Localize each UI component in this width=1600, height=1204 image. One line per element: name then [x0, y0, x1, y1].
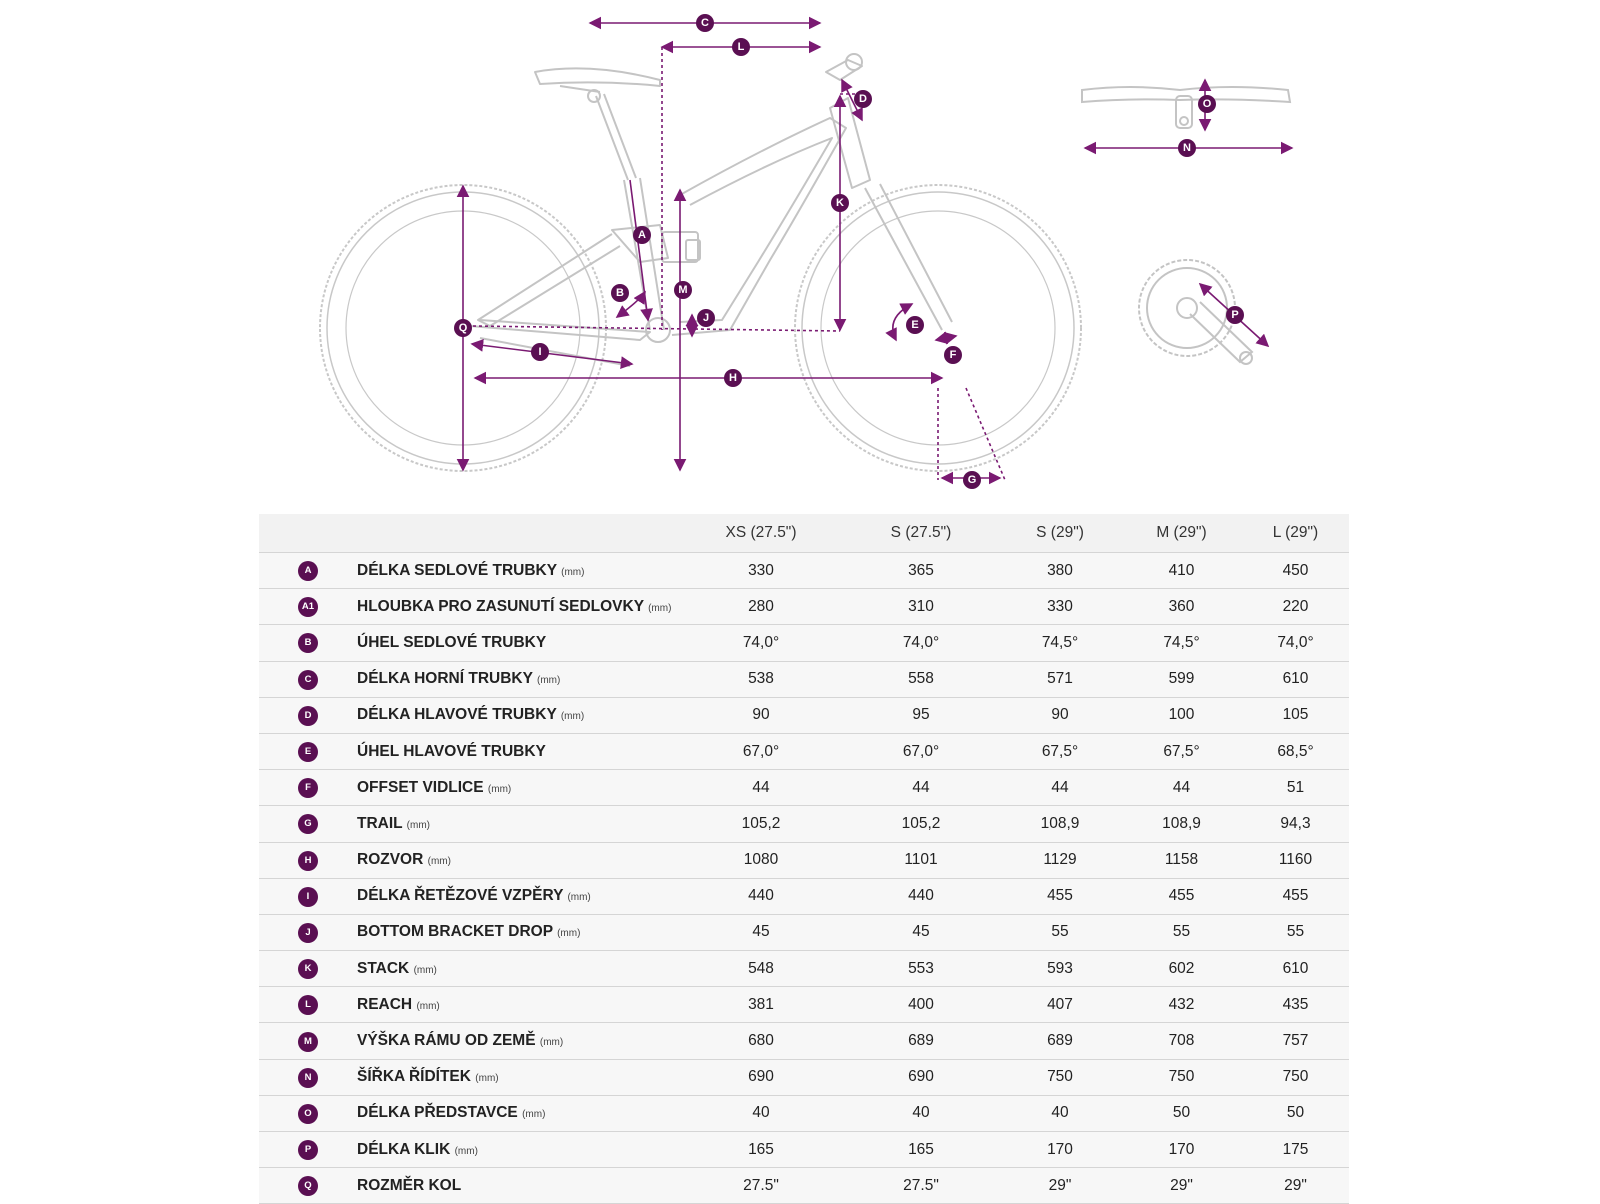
row-value-cell: 74,0°: [843, 625, 999, 661]
row-value-cell: 55: [999, 914, 1121, 950]
svg-text:I: I: [538, 346, 542, 358]
row-label-cell: [357, 1132, 679, 1168]
row-value-cell: 165: [843, 1132, 999, 1168]
row-badge-cell: [259, 661, 357, 697]
row-unit: (mm): [536, 675, 561, 687]
row-value-cell: 55: [1242, 914, 1349, 950]
row-value-cell: 1101: [843, 842, 999, 878]
row-label-cell: [357, 914, 679, 950]
row-label: BOTTOM BRACKET DROP: [357, 923, 553, 941]
svg-text:O: O: [1202, 98, 1212, 110]
row-unit: (mm): [416, 1000, 440, 1012]
row-value-cell: 90: [679, 697, 843, 733]
table-row: [259, 625, 1349, 661]
row-value-cell: 100: [1121, 697, 1242, 733]
row-label: DÉLKA KLIK: [357, 1140, 451, 1158]
row-value-cell: 381: [679, 987, 843, 1023]
marker-g: [963, 471, 981, 489]
geometry-table: [259, 514, 1349, 1204]
row-unit: (mm): [406, 819, 430, 831]
row-badge-cell: [259, 842, 357, 878]
svg-text:H: H: [729, 372, 737, 384]
row-label: DÉLKA SEDLOVÉ TRUBKY: [357, 561, 557, 579]
row-label: TRAIL: [357, 814, 403, 832]
row-code-badge: J: [298, 923, 318, 943]
row-unit: (mm): [648, 602, 672, 614]
row-code-badge: F: [298, 778, 318, 798]
row-value-cell: 599: [1121, 661, 1242, 697]
row-label: ÚHEL HLAVOVÉ TRUBKY: [357, 742, 546, 760]
table-header-row: [259, 514, 1349, 553]
marker-k: [831, 194, 849, 212]
header-size-s-27-5: S (27.5"): [843, 514, 999, 553]
row-value-cell: 689: [999, 1023, 1121, 1059]
row-code-badge: B: [298, 633, 318, 653]
row-label: ÚHEL SEDLOVÉ TRUBKY: [357, 633, 547, 651]
row-value-cell: 67,5°: [1121, 733, 1242, 769]
row-badge-cell: [259, 770, 357, 806]
svg-text:F: F: [949, 349, 957, 361]
header-size-l-29: L (29"): [1242, 514, 1349, 553]
row-value-cell: 50: [1242, 1095, 1349, 1131]
svg-text:G: G: [967, 474, 977, 486]
marker-h: [724, 369, 742, 387]
table-row: [259, 914, 1349, 950]
row-value-cell: 689: [843, 1023, 999, 1059]
row-value-cell: 310: [843, 589, 999, 625]
row-value-cell: 455: [1121, 878, 1242, 914]
row-label-cell: [357, 842, 679, 878]
row-value-cell: 1160: [1242, 842, 1349, 878]
row-value-cell: 108,9: [1121, 806, 1242, 842]
row-label: DÉLKA ŘETĚZOVÉ VZPĚRY: [357, 887, 564, 905]
row-label: DÉLKA PŘEDSTAVCE: [357, 1104, 518, 1122]
row-value-cell: 432: [1121, 987, 1242, 1023]
svg-text:C: C: [701, 17, 709, 29]
row-value-cell: 67,0°: [679, 733, 843, 769]
row-badge-cell: [259, 589, 357, 625]
table-row: [259, 589, 1349, 625]
table-row: [259, 1095, 1349, 1131]
row-badge-cell: [259, 951, 357, 987]
row-badge-cell: [259, 1168, 357, 1204]
row-label: STACK: [357, 959, 410, 977]
row-value-cell: 90: [999, 697, 1121, 733]
row-value-cell: 74,0°: [1242, 625, 1349, 661]
row-unit: (mm): [487, 783, 512, 795]
row-label-cell: [357, 625, 679, 661]
row-code-badge: A1: [298, 597, 318, 617]
table-row: [259, 697, 1349, 733]
marker-a: [633, 226, 651, 244]
row-value-cell: 29": [1121, 1168, 1242, 1204]
row-value-cell: 365: [843, 553, 999, 589]
marker-p: [1226, 306, 1244, 324]
table-row: [259, 842, 1349, 878]
row-unit: (mm): [539, 1037, 564, 1049]
marker-e: [906, 316, 924, 334]
row-value-cell: 1129: [999, 842, 1121, 878]
row-value-cell: 44: [843, 770, 999, 806]
header-size-m-29: M (29"): [1121, 514, 1242, 553]
table-row: [259, 1168, 1349, 1204]
table-row: [259, 1023, 1349, 1059]
row-label-cell: [357, 806, 679, 842]
row-code-badge: C: [298, 670, 318, 690]
row-unit: (mm): [567, 892, 591, 904]
header-size-s-29: S (29"): [999, 514, 1121, 553]
row-value-cell: 548: [679, 951, 843, 987]
row-code-badge: Q: [298, 1176, 318, 1196]
row-value-cell: 44: [679, 770, 843, 806]
row-badge-cell: [259, 697, 357, 733]
svg-text:E: E: [911, 319, 919, 331]
table-row: [259, 951, 1349, 987]
row-value-cell: 708: [1121, 1023, 1242, 1059]
row-value-cell: 170: [999, 1132, 1121, 1168]
row-code-badge: H: [298, 851, 318, 871]
marker-n: [1178, 139, 1196, 157]
bike-geometry-diagram: [0, 0, 1600, 500]
row-value-cell: 1158: [1121, 842, 1242, 878]
row-label: ŠÍŘKA ŘÍDÍTEK: [357, 1068, 471, 1086]
front-wheel: [795, 185, 1081, 471]
row-value-cell: 750: [1121, 1059, 1242, 1095]
row-badge-cell: [259, 1023, 357, 1059]
table-row: [259, 1132, 1349, 1168]
header-size-xs-27-5: XS (27.5"): [679, 514, 843, 553]
row-label-cell: [357, 1168, 679, 1204]
row-value-cell: 558: [843, 661, 999, 697]
row-value-cell: 602: [1121, 951, 1242, 987]
row-value-cell: 51: [1242, 770, 1349, 806]
row-value-cell: 44: [1121, 770, 1242, 806]
row-badge-cell: [259, 914, 357, 950]
row-code-badge: D: [298, 706, 318, 726]
svg-text:P: P: [1231, 309, 1239, 321]
row-value-cell: 95: [843, 697, 999, 733]
row-value-cell: 440: [679, 878, 843, 914]
row-value-cell: 690: [843, 1059, 999, 1095]
row-value-cell: 68,5°: [1242, 733, 1349, 769]
row-value-cell: 105,2: [843, 806, 999, 842]
row-value-cell: 553: [843, 951, 999, 987]
row-badge-cell: [259, 806, 357, 842]
row-code-badge: L: [298, 995, 318, 1015]
row-label: VÝŠKA RÁMU OD ZEMĚ: [357, 1032, 536, 1050]
marker-j: [697, 309, 715, 327]
row-label-cell: [357, 697, 679, 733]
row-badge-cell: [259, 987, 357, 1023]
marker-m: [674, 281, 692, 299]
row-label: DÉLKA HLAVOVÉ TRUBKY: [357, 706, 557, 724]
row-label-cell: [357, 1095, 679, 1131]
marker-f: [944, 346, 962, 364]
row-value-cell: 105: [1242, 697, 1349, 733]
row-value-cell: 571: [999, 661, 1121, 697]
row-code-badge: K: [298, 959, 318, 979]
marker-i: [531, 343, 549, 361]
marker-o: [1198, 95, 1216, 113]
table-row: [259, 987, 1349, 1023]
table-row: [259, 878, 1349, 914]
row-unit: (mm): [557, 928, 581, 940]
row-value-cell: 750: [1242, 1059, 1349, 1095]
row-unit: (mm): [413, 964, 437, 976]
row-value-cell: 27.5": [679, 1168, 843, 1204]
row-value-cell: 435: [1242, 987, 1349, 1023]
row-value-cell: 175: [1242, 1132, 1349, 1168]
row-value-cell: 67,0°: [843, 733, 999, 769]
table-row: [259, 553, 1349, 589]
row-value-cell: 40: [999, 1095, 1121, 1131]
row-value-cell: 440: [843, 878, 999, 914]
row-label: DÉLKA HORNÍ TRUBKY: [357, 670, 533, 688]
row-badge-cell: [259, 625, 357, 661]
row-label-cell: [357, 1023, 679, 1059]
row-value-cell: 105,2: [679, 806, 843, 842]
row-code-badge: G: [298, 814, 318, 834]
row-label-cell: [357, 553, 679, 589]
row-label: HLOUBKA PRO ZASUNUTÍ SEDLOVKY: [357, 597, 644, 615]
row-label-cell: [357, 987, 679, 1023]
row-unit: (mm): [560, 711, 585, 723]
svg-text:L: L: [737, 41, 745, 53]
row-code-badge: A: [298, 561, 318, 581]
row-value-cell: 220: [1242, 589, 1349, 625]
row-value-cell: 44: [999, 770, 1121, 806]
svg-text:B: B: [616, 287, 624, 299]
row-code-badge: N: [298, 1068, 318, 1088]
row-label-cell: [357, 878, 679, 914]
row-value-cell: 380: [999, 553, 1121, 589]
row-value-cell: 45: [679, 914, 843, 950]
row-label-cell: [357, 589, 679, 625]
row-value-cell: 455: [1242, 878, 1349, 914]
row-value-cell: 450: [1242, 553, 1349, 589]
svg-text:J: J: [702, 312, 710, 324]
row-value-cell: 40: [843, 1095, 999, 1131]
row-unit: (mm): [475, 1073, 499, 1085]
row-value-cell: 45: [843, 914, 999, 950]
row-code-badge: I: [298, 887, 318, 907]
row-value-cell: 94,3: [1242, 806, 1349, 842]
row-label-cell: [357, 733, 679, 769]
row-value-cell: 330: [679, 553, 843, 589]
row-value-cell: 410: [1121, 553, 1242, 589]
table-row: [259, 661, 1349, 697]
row-label: ROZVOR: [357, 851, 424, 869]
row-unit: (mm): [522, 1109, 546, 1121]
row-value-cell: 610: [1242, 951, 1349, 987]
marker-b: [611, 284, 629, 302]
header-badge-col: [259, 514, 357, 553]
row-code-badge: E: [298, 742, 318, 762]
marker-d: [854, 90, 872, 108]
row-code-badge: M: [298, 1032, 318, 1052]
row-value-cell: 610: [1242, 661, 1349, 697]
row-badge-cell: [259, 1059, 357, 1095]
svg-text:Q: Q: [458, 322, 468, 334]
row-value-cell: 690: [679, 1059, 843, 1095]
row-label-cell: [357, 1059, 679, 1095]
row-value-cell: 750: [999, 1059, 1121, 1095]
row-value-cell: 74,0°: [679, 625, 843, 661]
row-value-cell: 680: [679, 1023, 843, 1059]
row-value-cell: 67,5°: [999, 733, 1121, 769]
row-unit: (mm): [454, 1145, 478, 1157]
row-value-cell: 455: [999, 878, 1121, 914]
row-value-cell: 74,5°: [999, 625, 1121, 661]
row-label-cell: [357, 661, 679, 697]
dimension-lines: [463, 23, 1292, 480]
table-row: [259, 770, 1349, 806]
row-value-cell: 74,5°: [1121, 625, 1242, 661]
row-value-cell: 40: [679, 1095, 843, 1131]
row-value-cell: 1080: [679, 842, 843, 878]
svg-text:M: M: [678, 284, 688, 296]
row-value-cell: 360: [1121, 589, 1242, 625]
row-label-cell: [357, 951, 679, 987]
row-value-cell: 50: [1121, 1095, 1242, 1131]
row-label: ROZMĚR KOL: [357, 1176, 462, 1194]
svg-text:D: D: [859, 93, 867, 105]
row-unit: (mm): [561, 566, 585, 578]
row-value-cell: 330: [999, 589, 1121, 625]
row-value-cell: 29": [999, 1168, 1121, 1204]
row-badge-cell: [259, 1095, 357, 1131]
handlebar-top-view: [1082, 87, 1290, 128]
row-label-cell: [357, 770, 679, 806]
row-value-cell: 165: [679, 1132, 843, 1168]
marker-q: [454, 319, 472, 337]
row-label: REACH: [357, 995, 413, 1013]
row-value-cell: 400: [843, 987, 999, 1023]
row-badge-cell: [259, 1132, 357, 1168]
marker-c: [696, 14, 714, 32]
row-value-cell: 55: [1121, 914, 1242, 950]
svg-text:N: N: [1183, 142, 1191, 154]
svg-text:K: K: [836, 197, 844, 209]
row-value-cell: 108,9: [999, 806, 1121, 842]
marker-l: [732, 38, 750, 56]
svg-text:A: A: [638, 229, 646, 241]
row-value-cell: 29": [1242, 1168, 1349, 1204]
row-unit: (mm): [427, 856, 451, 868]
row-value-cell: 27.5": [843, 1168, 999, 1204]
row-value-cell: 593: [999, 951, 1121, 987]
table-row: [259, 733, 1349, 769]
row-value-cell: 757: [1242, 1023, 1349, 1059]
row-value-cell: 170: [1121, 1132, 1242, 1168]
table-row: [259, 806, 1349, 842]
row-value-cell: 538: [679, 661, 843, 697]
row-code-badge: O: [298, 1104, 318, 1124]
header-label-col: [357, 514, 679, 553]
row-value-cell: 280: [679, 589, 843, 625]
table-row: [259, 1059, 1349, 1095]
row-value-cell: 407: [999, 987, 1121, 1023]
row-label: OFFSET VIDLICE: [357, 778, 484, 796]
row-badge-cell: [259, 733, 357, 769]
row-badge-cell: [259, 878, 357, 914]
row-badge-cell: [259, 553, 357, 589]
row-code-badge: P: [298, 1140, 318, 1160]
